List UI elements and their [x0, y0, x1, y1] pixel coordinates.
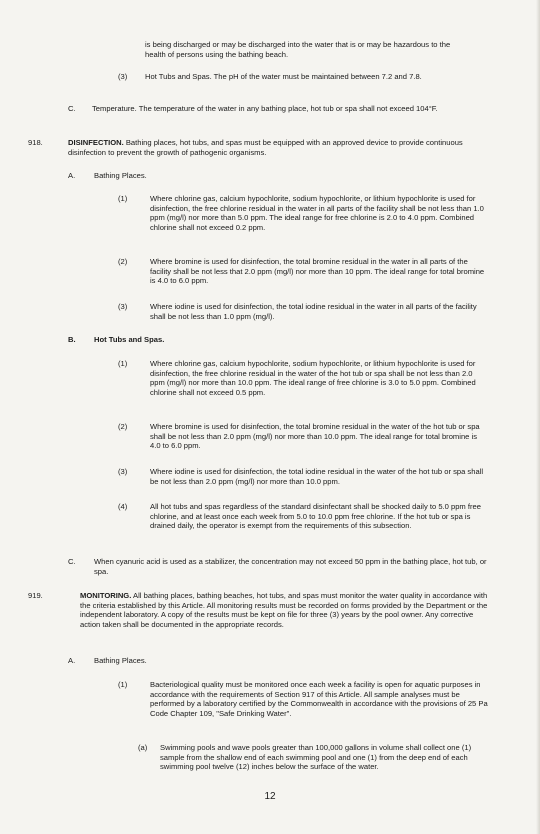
section-917-b3-number: (3)	[118, 72, 128, 81]
section-919-a-title: Bathing Places.	[94, 656, 147, 665]
page-number: 12	[264, 791, 276, 802]
section-919-number: 919.	[28, 591, 43, 600]
section-917-b2-continuation: is being discharged or may be discharged into the water that is or may be hazardous to the health of persons using the bathing beach.	[145, 40, 451, 59]
section-918-b4-number: (4)	[118, 502, 128, 511]
section-918-a-title: Bathing Places.	[94, 171, 147, 180]
section-918-b3-text: Where iodine is used for disinfection, the total iodine residual in the water of the hot tub or spa shall be not less than 2.0 ppm (mg/l) nor more than 10.0 ppm.	[150, 467, 484, 486]
section-918-c-label: C.	[68, 557, 76, 566]
section-917-c-text: Temperature. The temperature of the water in any bathing place, hot tub or spa shall not exceed 104°F.	[92, 104, 438, 113]
section-918-a2-text: Where bromine is used for disinfection, the total bromine residual in the water in all parts of the facility shall be not less that 2.0 ppm (mg/l) nor more than 10 ppm. The ideal range for total bromine is 4.0 to 6.0 ppm.	[150, 257, 485, 286]
section-918-a3-text: Where iodine is used for disinfection, the total iodine residual in the water in all parts of the facility shall be not less than 1.0 ppm (mg/l).	[150, 302, 477, 321]
section-918-b1-number: (1)	[118, 359, 128, 368]
section-918-b4-text: All hot tubs and spas regardless of the standard disinfectant shall be shocked daily to 5.0 ppm free chlorine, and at least once each week from 5.0 to 10.0 ppm free chlorine. If the hot tub or spa is drained daily, the operator is exempt from the requirements of this subsection.	[150, 502, 481, 531]
section-918-heading: DISINFECTION.	[68, 138, 124, 147]
section-918-b-label: B.	[68, 335, 76, 344]
section-918-b3-number: (3)	[118, 467, 128, 476]
section-919-a1-number: (1)	[118, 680, 128, 689]
section-917-c-label: C.	[68, 104, 76, 113]
section-918-b-title: Hot Tubs and Spas.	[94, 335, 165, 344]
section-918-b2-text: Where bromine is used for disinfection, the total bromine residual in the water of the hot tub or spa shall be not less than 2.0 ppm (mg/l) nor more than 10.0 ppm. The ideal range for total bromine is 4.0 to 6.0 ppm.	[150, 422, 480, 451]
section-918-intro-text: Bathing places, hot tubs, and spas must be equipped with an approved device to provide continuous disinfection to prevent the growth of pathogenic organisms.	[68, 138, 463, 157]
section-919-heading: MONITORING.	[80, 591, 132, 600]
section-918-a-label: A.	[68, 171, 76, 180]
section-919-intro	[80, 591, 488, 629]
section-919-a-label: A.	[68, 656, 76, 665]
section-918-a3-number: (3)	[118, 302, 128, 311]
section-918-a1-number: (1)	[118, 194, 128, 203]
scan-edge-shadow	[536, 0, 540, 834]
section-918-b2-number: (2)	[118, 422, 128, 431]
section-919-a1-text: Bacteriological quality must be monitored once each week a facility is open for aquatic purposes in accordance with the requirements of Section 917 of this Article. All sample analyses must be performed by a laboratory certified by the Commonwealth in accordance with the provisions of 25 Pa Code Chapter 109, "Safe Drinking Water".	[150, 680, 488, 718]
section-917-b3-text: Hot Tubs and Spas. The pH of the water must be maintained between 7.2 and 7.8.	[145, 72, 422, 81]
section-919-a1a-number: (a)	[138, 743, 148, 752]
section-918-intro	[68, 138, 488, 157]
section-919-intro-text: All bathing places, bathing beaches, hot tubs, and spas must monitor the water quality in accordance with the criteria established by this Article. All monitoring results must be recorded on forms provided by the Department or the independent laboratory. A copy of the results must be kept on file for three (3) years by the pool owner. Any corrective action taken shall be documented in the appropriate records.	[80, 591, 488, 629]
section-918-a2-number: (2)	[118, 257, 128, 266]
section-918-c-text: When cyanuric acid is used as a stabilizer, the concentration may not exceed 50 ppm in the bathing place, hot tub, or spa.	[94, 557, 487, 576]
section-919-a1a-text: Swimming pools and wave pools greater than 100,000 gallons in volume shall collect one (1) sample from the shallow end of each swimming pool and one (1) from the deep end of each swimming pool twelve (12) inches below the surface of the water.	[160, 743, 472, 772]
section-918-number: 918.	[28, 138, 43, 147]
section-918-a1-text: Where chlorine gas, calcium hypochlorite, sodium hypochlorite, or lithium hypochlorite is used for disinfection, the free chlorine residual in the water in all parts of the facility shall be not less than 1.0 ppm (mg/l) nor more than 5.0 ppm. The ideal range for free chlorine is 2.0 to 4.0 ppm. Combined chlorine shall not exceed 0.2 ppm.	[150, 194, 484, 232]
section-918-b1-text: Where chlorine gas, calcium hypochlorite, sodium hypochlorite, or lithium hypochlorite is used for disinfection, the free chlorine residual in the water of the hot tub or spa shall be not less than 2.0 ppm (mg/l) nor more than 10.0 ppm. The ideal range of free chlorine is 3.0 to 5.0 ppm. Combined chlorine shall not exceed 0.5 ppm.	[150, 359, 476, 397]
